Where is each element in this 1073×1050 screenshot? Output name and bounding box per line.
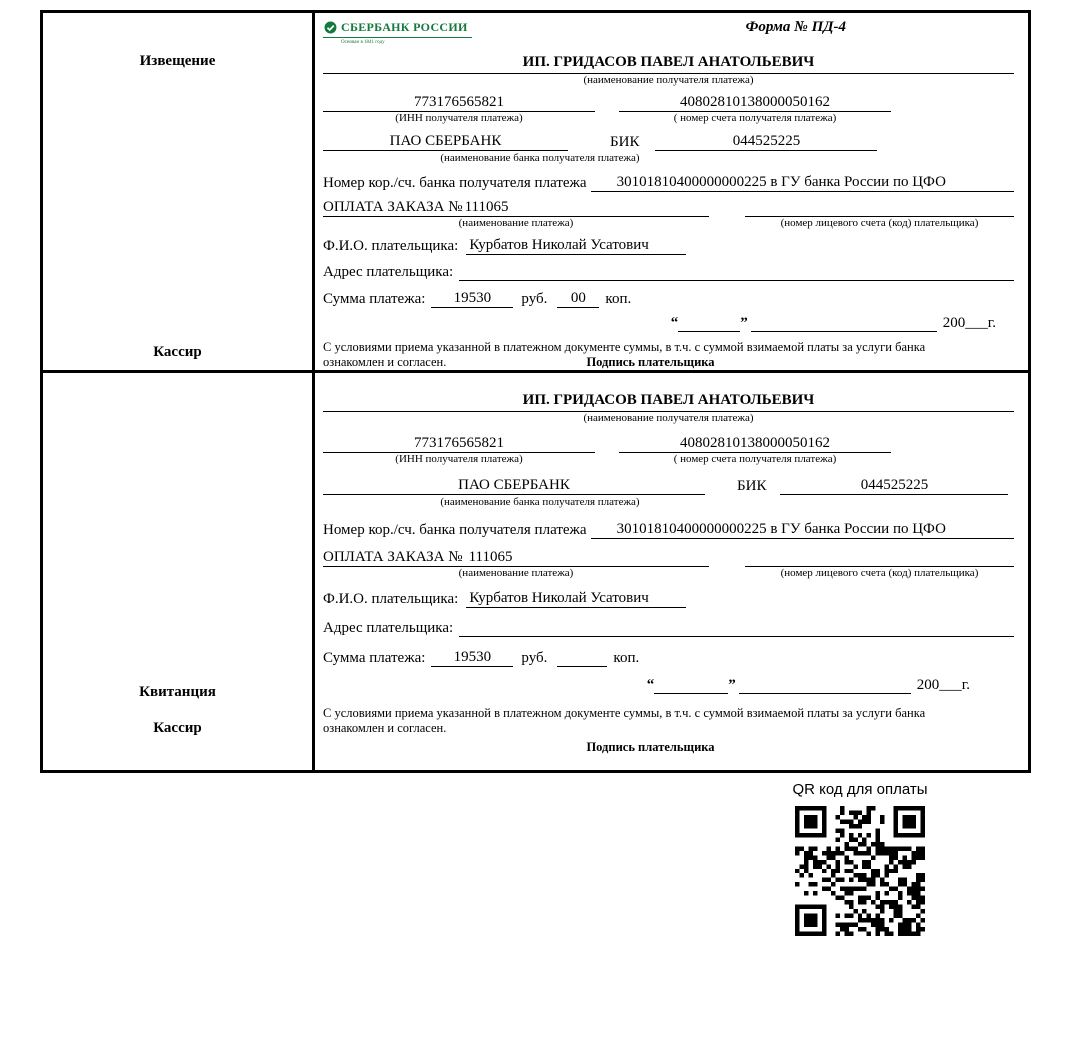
qr-caption: QR код для оплаты — [792, 781, 928, 798]
inn-account-row — [323, 93, 1014, 112]
corr-account-row — [323, 520, 1014, 539]
amount-row — [323, 289, 1014, 308]
sberbank-logo-text: СБЕРБАНК РОССИИ — [341, 20, 468, 34]
sberbank-logo-icon — [324, 21, 337, 34]
bank-row — [323, 132, 1014, 151]
amount-label: Сумма платежа: — [323, 650, 426, 666]
personal-account-caption: (номер лицевого счета (код) плательщика) — [780, 567, 979, 579]
rub-label: руб. — [521, 650, 548, 666]
signature-label: Подпись плательщика — [586, 740, 715, 754]
corr-account-label: Номер кор./сч. банка получателя платежа — [323, 175, 587, 191]
bik-label: БИК — [610, 134, 640, 150]
payer-address-row — [323, 619, 1014, 637]
notice-side-column — [43, 13, 315, 370]
inn-account-captions — [323, 112, 1014, 125]
date-day-blank — [654, 676, 728, 694]
corr-account-row — [323, 173, 1014, 192]
sberbank-logo — [323, 19, 472, 46]
date-year: 200___г. — [942, 315, 996, 331]
personal-account-blank — [745, 199, 1014, 217]
date-day-blank — [678, 314, 740, 332]
amount-kop-value — [557, 649, 607, 667]
date-month-blank — [751, 314, 937, 332]
form-number: Форма № ПД-4 — [745, 19, 846, 35]
payer-address-label: Адрес плательщика: — [323, 620, 454, 636]
bank-caption: (наименование банка получателя платежа) — [440, 152, 640, 164]
amount-rub-value: 19530 — [431, 648, 513, 667]
bank-caption: (наименование банка получателя платежа) — [440, 496, 640, 508]
corr-account-value: 30101810400000000225 в ГУ банка России по ЦФО — [591, 520, 1014, 539]
quote-close: ” — [728, 677, 736, 693]
signature-label: Подпись плательщика — [586, 355, 715, 369]
payee-name: ИП. ГРИДАСОВ ПАВЕЛ АНАТОЛЬЕВИЧ — [323, 53, 1014, 74]
notice-fields — [315, 13, 1028, 370]
inn-value: 773176565821 — [323, 93, 595, 112]
terms-text: С условиями приема указанной в платежном документе суммы, в т.ч. с суммой взимаемой платы за услуги банка ознакомлен и согласен. — [323, 340, 926, 369]
kop-label: коп. — [605, 291, 632, 307]
date-year: 200___г. — [916, 677, 970, 693]
form-header — [323, 19, 1014, 51]
purpose-label: ОПЛАТА ЗАКАЗА № — [323, 549, 463, 565]
date-row — [323, 676, 1014, 694]
quote-open: “ — [670, 315, 679, 331]
receipt-fields — [315, 373, 1028, 770]
account-caption: ( номер счета получателя платежа) — [673, 112, 837, 124]
payer-name-label: Ф.И.О. плательщика: — [323, 591, 459, 607]
payer-address-blank — [459, 263, 1014, 281]
bank-name: ПАО СБЕРБАНК — [323, 476, 705, 495]
inn-account-captions — [323, 453, 1014, 466]
corr-account-label: Номер кор./сч. банка получателя платежа — [323, 522, 587, 538]
payer-name-value: Курбатов Николай Усатович — [466, 589, 686, 608]
bik-label: БИК — [737, 478, 767, 494]
inn-account-row — [323, 434, 1014, 453]
quote-open: “ — [646, 677, 655, 693]
kop-label: коп. — [613, 650, 640, 666]
corr-account-value: 30101810400000000225 в ГУ банка России по ЦФО — [591, 173, 1014, 192]
qr-section — [785, 781, 935, 936]
purpose-row — [323, 548, 1014, 567]
receipt-label: Квитанция — [139, 684, 216, 700]
payment-purpose — [323, 548, 709, 567]
payer-name-row — [323, 589, 1014, 608]
order-number: 111065 — [468, 549, 513, 565]
purpose-caption: (наименование платежа) — [458, 217, 574, 229]
rub-label: руб. — [521, 291, 548, 307]
bik-value: 044525225 — [655, 132, 877, 151]
payer-name-label: Ф.И.О. плательщика: — [323, 238, 459, 254]
quote-close: ” — [740, 315, 748, 331]
receipt-section — [43, 373, 1028, 770]
amount-rub-value: 19530 — [431, 289, 513, 308]
bank-name: ПАО СБЕРБАНК — [323, 132, 568, 151]
qr-code — [795, 806, 925, 936]
sberbank-logo-subtext: Основан в 1841 году — [341, 40, 385, 45]
personal-account-blank — [745, 549, 1014, 567]
account-value: 40802810138000050162 — [619, 93, 891, 112]
pd4-form — [40, 10, 1031, 773]
purpose-caption: (наименование платежа) — [458, 567, 574, 579]
payer-name-row — [323, 236, 1014, 255]
purpose-label: ОПЛАТА ЗАКАЗА № — [323, 199, 463, 215]
inn-value: 773176565821 — [323, 434, 595, 453]
bank-row — [323, 476, 1014, 495]
amount-label: Сумма платежа: — [323, 291, 426, 307]
purpose-captions — [323, 567, 1014, 580]
purpose-row — [323, 198, 1014, 217]
account-caption: ( номер счета получателя платежа) — [673, 453, 837, 465]
account-value: 40802810138000050162 — [619, 434, 891, 453]
payer-address-label: Адрес плательщика: — [323, 264, 454, 280]
bik-value: 044525225 — [780, 476, 1008, 495]
notice-section — [43, 13, 1028, 373]
date-row — [323, 314, 1014, 332]
payer-name-value: Курбатов Николай Усатович — [466, 236, 686, 255]
sberbank-logo-row — [323, 19, 472, 38]
inn-caption: (ИНН получателя платежа) — [395, 112, 523, 124]
cashier-label: Кассир — [153, 720, 202, 736]
payee-caption: (наименование получателя платежа) — [583, 412, 754, 424]
payee-name: ИП. ГРИДАСОВ ПАВЕЛ АНАТОЛЬЕВИЧ — [323, 391, 1014, 412]
amount-kop-value: 00 — [557, 289, 599, 308]
order-number: 111065 — [464, 199, 509, 215]
notice-label: Извещение — [139, 53, 216, 69]
payment-purpose — [323, 198, 709, 217]
payer-address-blank — [459, 619, 1014, 637]
receipt-side-column — [43, 373, 315, 770]
amount-row — [323, 648, 1014, 667]
payer-address-row — [323, 263, 1014, 281]
purpose-captions — [323, 217, 1014, 230]
payee-caption: (наименование получателя платежа) — [583, 74, 754, 86]
date-month-blank — [739, 676, 911, 694]
personal-account-caption: (номер лицевого счета (код) плательщика) — [780, 217, 979, 229]
inn-caption: (ИНН получателя платежа) — [395, 453, 523, 465]
cashier-label: Кассир — [153, 344, 202, 360]
terms-text: С условиями приема указанной в платежном документе суммы, в т.ч. с суммой взимаемой платы за услуги банка ознакомлен и согласен. — [323, 706, 926, 735]
